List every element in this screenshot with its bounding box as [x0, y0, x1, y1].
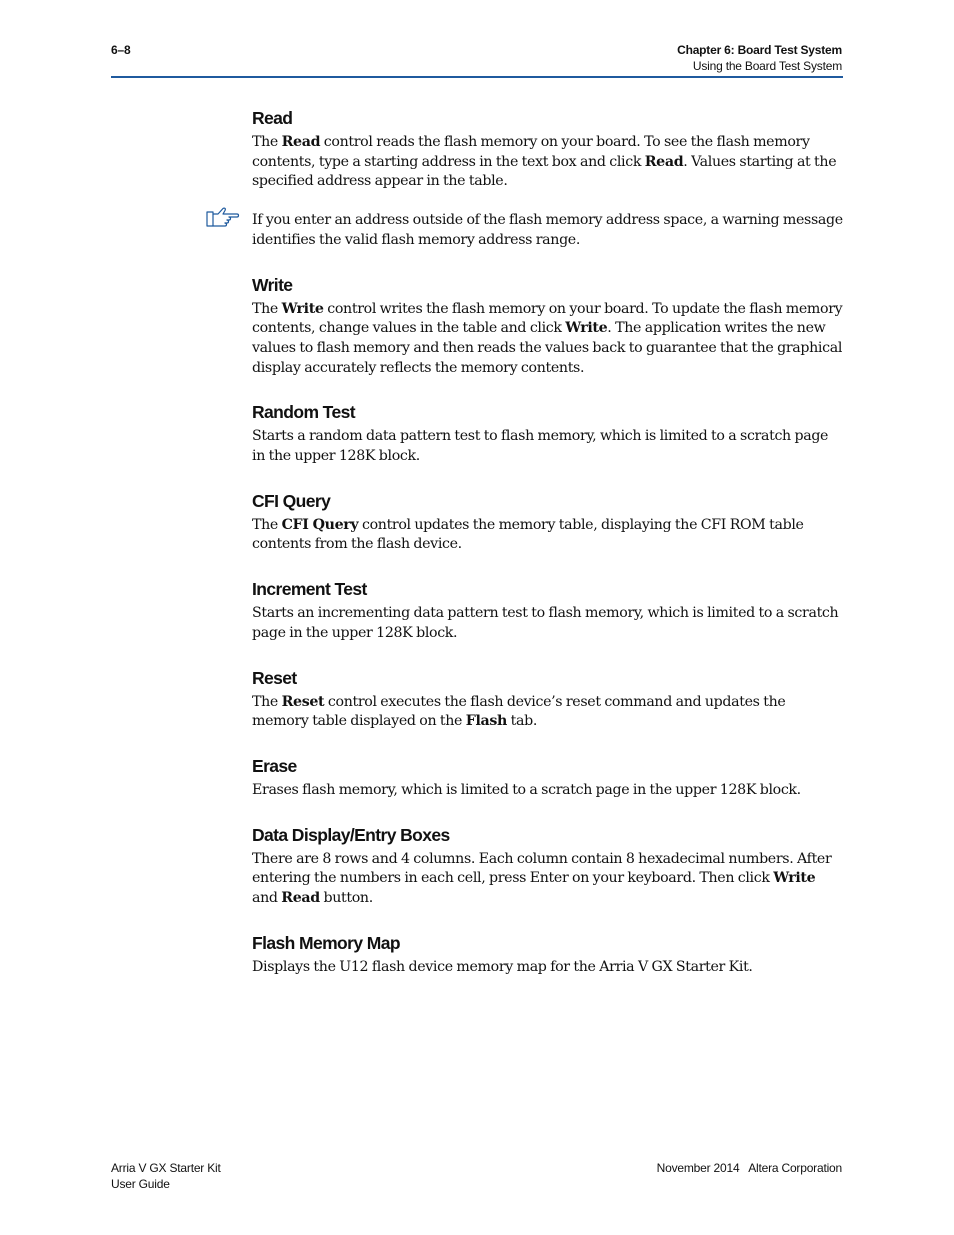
- heading-reset: Reset: [252, 667, 297, 688]
- paragraph-data-display: There are 8 rows and 4 columns. Each column contain 8 hexadecimal numbers. After entering the numbers in each cell, press Enter on your keyboard. Then click Write and Read button.: [252, 850, 832, 907]
- section-write: [252, 272, 844, 379]
- pointing-hand-icon: [206, 206, 240, 228]
- note-text: If you enter an address outside of the flash memory address space, a warning message identifies the valid flash memory address range.: [252, 212, 843, 248]
- section-data-display: [252, 822, 844, 909]
- heading-flash-memory-map: Flash Memory Map: [252, 932, 400, 953]
- footer-company: Altera Corporation: [748, 1161, 842, 1175]
- section-increment-test: [252, 576, 844, 643]
- heading-erase: Erase: [252, 755, 297, 776]
- footer-document: [111, 1160, 221, 1192]
- note-callout: [252, 211, 844, 250]
- section-erase: [252, 753, 844, 801]
- paragraph-increment-test: Starts an incrementing data pattern test to flash memory, which is limited to a scratch page in the upper 128K block.: [252, 605, 839, 641]
- heading-data-display: Data Display/Entry Boxes: [252, 824, 450, 845]
- page-content: [252, 105, 844, 977]
- paragraph-flash-memory-map: Displays the U12 flash device memory map for the Arria V GX Starter Kit.: [252, 958, 753, 975]
- running-header: [677, 43, 842, 74]
- section-random-test: [252, 399, 844, 466]
- section-reset: [252, 665, 844, 732]
- header-rule: [111, 76, 843, 78]
- paragraph-random-test: Starts a random data pattern test to flash memory, which is limited to a scratch page in the upper 128K block.: [252, 428, 829, 465]
- paragraph-cfi-query: The CFI Query control updates the memory table, displaying the CFI ROM table contents from the flash device.: [252, 516, 804, 553]
- heading-increment-test: Increment Test: [252, 579, 367, 600]
- heading-cfi-query: CFI Query: [252, 490, 331, 511]
- footer-date: November 2014: [656, 1161, 740, 1175]
- chapter-title: Chapter 6: Board Test System: [677, 43, 842, 57]
- paragraph-write: The Write control writes the flash memory on your board. To update the flash memory contents, change values in the table and click Write. The application writes the new values to flash memory and then reads the values back to guarantee that the graphical display accurately reflects the memory contents.: [252, 300, 843, 376]
- heading-write: Write: [252, 274, 293, 295]
- paragraph-read: The Read control reads the flash memory on your board. To see the flash memory contents, type a starting address in the text box and click Read. Values starting at the specified address appear in the table.: [252, 134, 837, 190]
- paragraph-erase: Erases flash memory, which is limited to a scratch page in the upper 128K block.: [252, 781, 801, 798]
- section-read: [252, 105, 844, 251]
- paragraph-reset: The Reset control executes the flash device’s reset command and updates the memory table displayed on the Flash tab.: [252, 693, 786, 730]
- section-title: Using the Board Test System: [692, 58, 842, 73]
- section-flash-memory-map: [252, 930, 844, 978]
- heading-read: Read: [252, 108, 293, 128]
- footer-doc-title: Arria V GX Starter Kit: [111, 1161, 221, 1175]
- footer-publisher: [657, 1160, 842, 1176]
- section-cfi-query: [252, 488, 844, 555]
- footer-doc-type: User Guide: [111, 1177, 170, 1191]
- heading-random-test: Random Test: [252, 402, 355, 423]
- page-number: 6–8: [111, 43, 131, 57]
